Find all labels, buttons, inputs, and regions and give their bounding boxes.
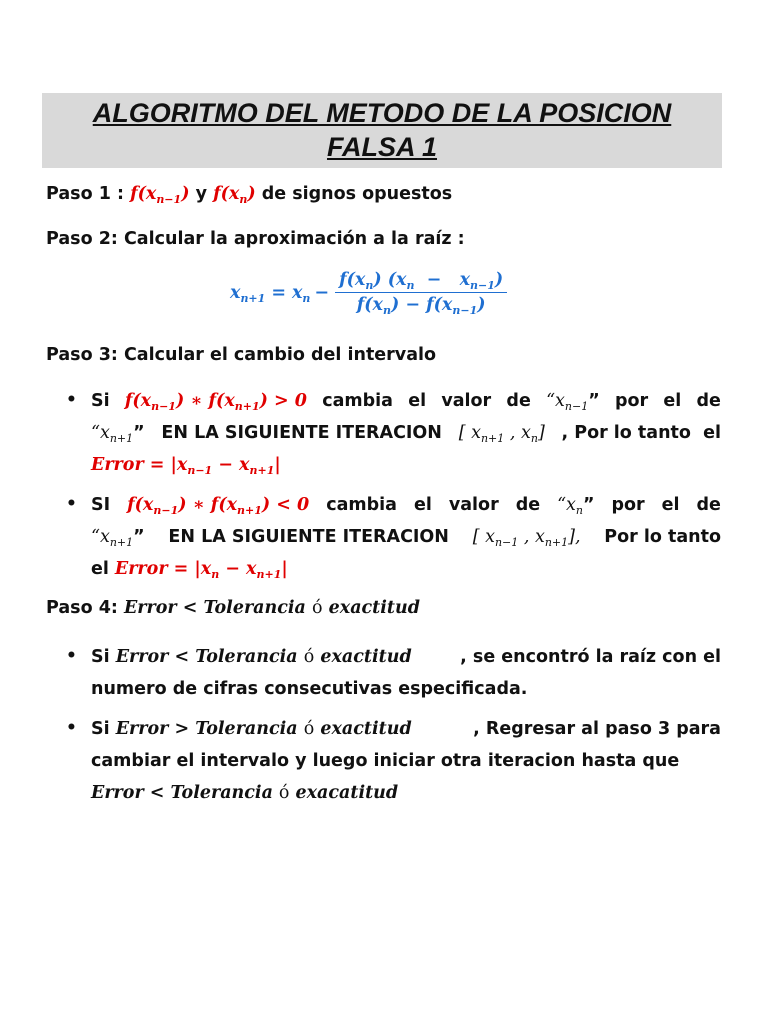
bullet-4: Si Error > Tolerancia ó exactitud , Regresar al paso 3 para cambiar el intervalo y luego iniciar otra iteracion hasta que Error < Tolerancia ó exacatitud — [91, 719, 721, 803]
f-n: $f(x_n)$ — [213, 184, 256, 206]
formula-numerator: $f(x_n) (x_n - x_{n-1})$ — [335, 270, 507, 293]
bullet-3: Si Error < Tolerancia ó exactitud , se encontró la raíz con el numero de cifras consecutivas especificada. — [91, 647, 721, 699]
paso-1: Paso 1 : $f(x_{n-1})$ y $f(x_n)$ de signos opuestos — [46, 184, 453, 206]
formula-denominator: $f(x_n) - f(x_{n-1})$ — [356, 295, 486, 317]
bullet-2: SI $f(x_{n-1})$ ∗ $f(x_{n+1}) < 0$ cambia el valor de “$x_n$” por el de “$x_{n+1}$” EN LA SIGUIENTE ITERACION [ $x_{n-1}$ , $x_{n+1}$], Por lo tanto el Error = $|x_n - x_{n+1}|$ — [91, 495, 721, 581]
bullet-dot: • — [66, 494, 77, 514]
title-box — [42, 93, 722, 168]
paso-4: Paso 4: Error < Tolerancia ó exactitud — [46, 598, 420, 618]
paso-2: Paso 2: Calcular la aproximación a la raíz : — [46, 229, 465, 249]
title-line-1: ALGORITMO DEL METODO DE LA POSICION — [92, 98, 672, 128]
bullet-dot: • — [66, 718, 77, 738]
formula-fraction — [335, 270, 507, 315]
paso-3: Paso 3: Calcular el cambio del intervalo — [46, 345, 437, 365]
bullet-dot: • — [66, 390, 77, 410]
bullet-dot: • — [66, 646, 77, 666]
f-prev: $f(x_{n-1})$ — [130, 184, 190, 206]
false-position-formula: $x_{n+1}$ = $x_n$ − $\frac{f(x_n) (x_n - x_{n-1})}{f(x_n) - f(x_{n-1})}$ — [230, 270, 507, 315]
title-line-2: FALSA 1 — [326, 132, 438, 162]
formula-lhs: $x_{n+1}$ — [230, 282, 266, 305]
bullet-1: Si $f(x_{n-1})$ ∗ $f(x_{n+1}) > 0$ cambia el valor de “$x_{n-1}$” por el de “$x_{n+1}$” EN LA SIGUIENTE ITERACION [ $x_{n+1}$ , $x_n$] , Por lo tanto el Error = $|x_{n-1} - x_{n+1}|$ — [91, 391, 721, 477]
